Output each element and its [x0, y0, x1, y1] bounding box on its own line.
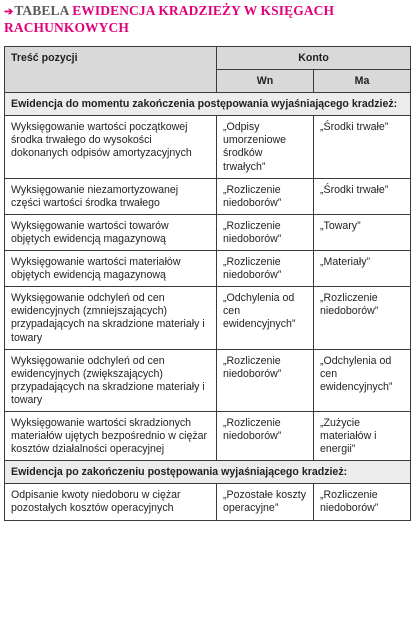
title-prefix: TABELA: [14, 3, 69, 18]
cell-item: Odpisanie kwoty niedoboru w ciężar pozostałych kosztów operacyjnych: [5, 484, 217, 520]
section-heading: Ewidencja po zakończeniu postępowania wyjaśniającego kradzież:: [5, 461, 411, 484]
cell-wn: „Odpisy umorzeniowe środków trwałych”: [217, 116, 314, 178]
cell-ma: „Środki trwałe”: [314, 116, 411, 178]
cell-item: Wyksięgowanie wartości początkowej środka trwałego do wysokości dokonanych odpisów amortyzacyjnych: [5, 116, 217, 178]
table-row: [5, 251, 411, 287]
cell-item: Wyksięgowanie odchyleń od cen ewidencyjnych (zmniejszających) przypadających na skradzione materiały i towary: [5, 287, 217, 349]
section-heading-row: [5, 93, 411, 116]
table-title: [4, 3, 409, 35]
table-row: [5, 484, 411, 520]
cell-wn: „Rozliczenie niedoborów”: [217, 251, 314, 287]
section-heading: Ewidencja do momentu zakończenia postępowania wyjaśniającego kradzież:: [5, 93, 411, 116]
cell-ma: „Towary”: [314, 214, 411, 250]
cell-item: Wyksięgowanie wartości skradzionych materiałów ujętych bezpośrednio w ciężar kosztów działalności operacyjnej: [5, 411, 217, 460]
header-account: Konto: [217, 47, 411, 70]
table-row: [5, 349, 411, 411]
table-row: [5, 178, 411, 214]
cell-item: Wyksięgowanie odchyleń od cen ewidencyjnych (zwiększających) przypadających na skradzione materiały i towary: [5, 349, 217, 411]
cell-wn: „Pozostałe koszty operacyjne”: [217, 484, 314, 520]
cell-ma: „Rozliczenie niedoborów”: [314, 484, 411, 520]
table-row: [5, 411, 411, 460]
table-row: [5, 287, 411, 349]
cell-item: Wyksięgowanie wartości towarów objętych ewidencją magazynową: [5, 214, 217, 250]
section-heading-row: [5, 461, 411, 484]
cell-ma: „Rozliczenie niedoborów”: [314, 287, 411, 349]
cell-ma: „Odchylenia od cen ewidencyjnych”: [314, 349, 411, 411]
cell-ma: „Środki trwałe”: [314, 178, 411, 214]
header-ma: Ma: [314, 70, 411, 93]
cell-item: Wyksięgowanie wartości materiałów objętych ewidencją magazynową: [5, 251, 217, 287]
cell-wn: „Rozliczenie niedoborów”: [217, 178, 314, 214]
accounting-table: [4, 46, 411, 521]
cell-wn: „Rozliczenie niedoborów”: [217, 349, 314, 411]
table-row: [5, 116, 411, 178]
cell-wn: „Rozliczenie niedoborów”: [217, 411, 314, 460]
cell-wn: „Rozliczenie niedoborów”: [217, 214, 314, 250]
arrow-icon: ➔: [4, 6, 14, 18]
header-item: Treść pozycji: [5, 47, 217, 93]
cell-ma: „Materiały”: [314, 251, 411, 287]
cell-wn: „Odchylenia od cen ewidencyjnych”: [217, 287, 314, 349]
header-row-1: [5, 47, 411, 70]
title-main: EWIDENCJA KRADZIEŻY W KSIĘGACH RACHUNKOWYCH: [4, 3, 335, 35]
header-wn: Wn: [217, 70, 314, 93]
cell-item: Wyksięgowanie niezamortyzowanej części wartości środka trwałego: [5, 178, 217, 214]
table-row: [5, 214, 411, 250]
cell-ma: „Zużycie materiałów i energii”: [314, 411, 411, 460]
